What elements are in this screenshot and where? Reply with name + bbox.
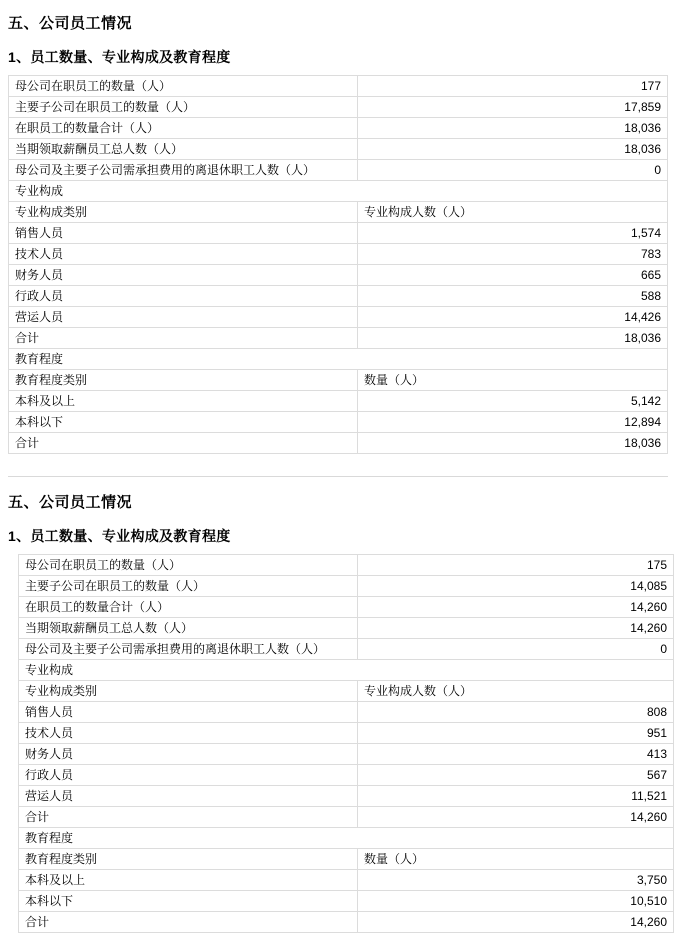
row-value: 951 <box>358 723 674 744</box>
row-label: 合计 <box>19 807 358 828</box>
table-row <box>19 870 674 891</box>
column-header-count: 专业构成人数（人） <box>358 202 668 223</box>
row-value: 413 <box>358 744 674 765</box>
row-value: 10,510 <box>358 891 674 912</box>
row-value: 808 <box>358 702 674 723</box>
row-value: 3,750 <box>358 870 674 891</box>
table-row <box>9 286 668 307</box>
column-header-category: 专业构成类别 <box>19 681 358 702</box>
column-header-count: 数量（人） <box>358 849 674 870</box>
row-label: 本科及以上 <box>19 870 358 891</box>
row-value: 175 <box>358 555 674 576</box>
column-header-category: 教育程度类别 <box>9 370 358 391</box>
row-label: 主要子公司在职员工的数量（人） <box>19 576 358 597</box>
row-label: 母公司及主要子公司需承担费用的离退休职工人数（人） <box>9 160 358 181</box>
row-label: 营运人员 <box>19 786 358 807</box>
table-row <box>19 786 674 807</box>
row-value: 588 <box>358 286 668 307</box>
table-row <box>19 555 674 576</box>
row-label: 行政人员 <box>19 765 358 786</box>
row-label: 当期领取薪酬员工总人数（人） <box>9 139 358 160</box>
row-label: 行政人员 <box>9 286 358 307</box>
row-value: 665 <box>358 265 668 286</box>
row-label: 销售人员 <box>9 223 358 244</box>
employee-section-2 <box>8 491 668 933</box>
row-value: 18,036 <box>358 139 668 160</box>
row-label: 财务人员 <box>19 744 358 765</box>
row-label: 在职员工的数量合计（人） <box>9 118 358 139</box>
row-label: 母公司在职员工的数量（人） <box>19 555 358 576</box>
table-row <box>19 618 674 639</box>
row-value: 14,260 <box>358 912 674 933</box>
subsection-title: 1、员工数量、专业构成及教育程度 <box>8 49 231 65</box>
row-value: 14,085 <box>358 576 674 597</box>
table-row-total <box>19 807 674 828</box>
table-row <box>19 723 674 744</box>
table-row-total <box>9 433 668 454</box>
table-row <box>9 244 668 265</box>
subsection-title: 1、员工数量、专业构成及教育程度 <box>8 528 231 544</box>
row-value: 0 <box>358 639 674 660</box>
table-row <box>9 76 668 97</box>
row-value: 12,894 <box>358 412 668 433</box>
row-value: 14,426 <box>358 307 668 328</box>
row-label: 教育程度 <box>19 828 674 849</box>
employee-table-1 <box>8 75 668 454</box>
row-label: 销售人员 <box>19 702 358 723</box>
row-value: 14,260 <box>358 618 674 639</box>
row-label: 主要子公司在职员工的数量（人） <box>9 97 358 118</box>
table-header-row <box>19 849 674 870</box>
row-label: 当期领取薪酬员工总人数（人） <box>19 618 358 639</box>
column-header-category: 教育程度类别 <box>19 849 358 870</box>
table-row <box>19 597 674 618</box>
employee-table-2 <box>18 554 674 933</box>
row-label: 母公司及主要子公司需承担费用的离退休职工人数（人） <box>19 639 358 660</box>
table-row <box>9 97 668 118</box>
table-header-row <box>19 681 674 702</box>
row-value: 567 <box>358 765 674 786</box>
row-label: 本科及以上 <box>9 391 358 412</box>
column-header-count: 专业构成人数（人） <box>358 681 674 702</box>
table-row-group-heading <box>9 181 668 202</box>
row-label: 教育程度 <box>9 349 668 370</box>
table-row-total <box>19 912 674 933</box>
table-header-row <box>9 370 668 391</box>
table-row-group-heading <box>9 349 668 370</box>
section-divider <box>8 476 668 477</box>
table-row <box>9 391 668 412</box>
row-label: 在职员工的数量合计（人） <box>19 597 358 618</box>
row-value: 783 <box>358 244 668 265</box>
table-row <box>19 639 674 660</box>
table-row <box>19 702 674 723</box>
row-label: 技术人员 <box>9 244 358 265</box>
row-label: 财务人员 <box>9 265 358 286</box>
row-value: 5,142 <box>358 391 668 412</box>
section-title: 五、公司员工情况 <box>8 15 133 32</box>
table-row <box>9 307 668 328</box>
table-row <box>9 118 668 139</box>
table-row <box>9 412 668 433</box>
row-label: 合计 <box>19 912 358 933</box>
row-label: 营运人员 <box>9 307 358 328</box>
row-label: 专业构成 <box>19 660 674 681</box>
row-label: 专业构成 <box>9 181 668 202</box>
row-label: 母公司在职员工的数量（人） <box>9 76 358 97</box>
row-value: 177 <box>358 76 668 97</box>
table-row <box>9 223 668 244</box>
column-header-count: 数量（人） <box>358 370 668 391</box>
row-value: 0 <box>358 160 668 181</box>
table-row <box>19 744 674 765</box>
row-value: 18,036 <box>358 328 668 349</box>
row-value: 14,260 <box>358 807 674 828</box>
row-label: 合计 <box>9 433 358 454</box>
table-row <box>9 265 668 286</box>
table-row <box>19 765 674 786</box>
section-title: 五、公司员工情况 <box>8 494 133 511</box>
row-label: 合计 <box>9 328 358 349</box>
column-header-category: 专业构成类别 <box>9 202 358 223</box>
table-row <box>19 576 674 597</box>
row-value: 17,859 <box>358 97 668 118</box>
row-value: 18,036 <box>358 118 668 139</box>
row-label: 本科以下 <box>19 891 358 912</box>
row-label: 本科以下 <box>9 412 358 433</box>
row-value: 1,574 <box>358 223 668 244</box>
table-row <box>9 139 668 160</box>
table-row <box>19 891 674 912</box>
employee-section-1 <box>8 12 668 454</box>
table-header-row <box>9 202 668 223</box>
row-value: 14,260 <box>358 597 674 618</box>
table-body <box>19 555 674 933</box>
table-row-total <box>9 328 668 349</box>
row-value: 11,521 <box>358 786 674 807</box>
table-body <box>9 76 668 454</box>
row-value: 18,036 <box>358 433 668 454</box>
table-row-group-heading <box>19 660 674 681</box>
table-row <box>9 160 668 181</box>
row-label: 技术人员 <box>19 723 358 744</box>
table-row-group-heading <box>19 828 674 849</box>
